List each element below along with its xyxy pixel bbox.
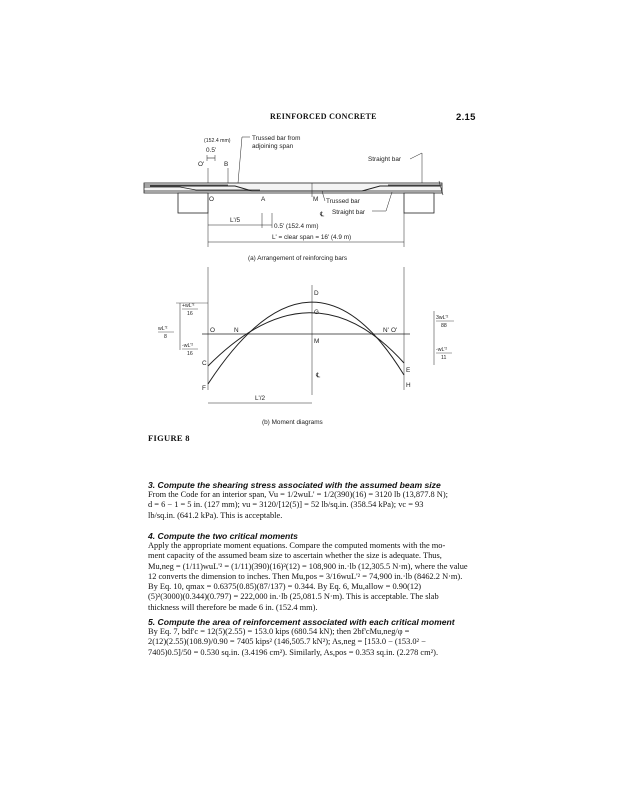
point-o-moment: O xyxy=(210,327,215,334)
point-n-prime: N' xyxy=(383,327,389,334)
point-m-moment: M xyxy=(314,338,320,345)
half-foot-dim-label: 0.5' (152.4 mm) xyxy=(274,223,319,230)
clear-span-label: L' = clear span = 16' (4.9 m) xyxy=(272,234,352,241)
point-o-prime-moment: O' xyxy=(391,327,398,334)
point-n: N xyxy=(234,327,239,334)
section-5-title: 5. Compute the area of reinforcement associated with each critical moment xyxy=(148,617,455,627)
section-4 xyxy=(148,531,468,613)
point-b: B xyxy=(224,161,229,168)
section-4-line-6: (5)²(3000)(0.344)(0.797) = 222,000 in.·lb (25,081.5 N·m). This is acceptable. The slab xyxy=(148,592,439,602)
right-neg-num: -wL'² xyxy=(436,347,448,353)
centerline-moment: ℄ xyxy=(316,372,321,379)
point-o: O xyxy=(209,196,214,203)
left-total-den: 8 xyxy=(164,334,167,340)
section-4-line-4: 12 converts the dimension to inches. Then Mu,pos = 3/16wuL'² = 74,900 in.·lb (8462.2 N·m). xyxy=(148,571,463,581)
section-3-title: 3. Compute the shearing stress associated with the assumed beam size xyxy=(148,480,441,490)
straight-bar-top-label: Straight bar xyxy=(368,156,402,163)
bar-arrangement-diagram xyxy=(144,135,443,262)
section-4-line-5: By Eq. 10, qmax = 0.6375(0.85)(87/137) = 0.344. By Eq. 6, Mu,allow = 0.90(12) xyxy=(148,582,422,592)
left-neg-num: -wL'² xyxy=(182,343,194,349)
section-5 xyxy=(148,617,468,658)
left-total-num: wL'² xyxy=(158,326,168,332)
section-5-line-2: 2(12)(2.55)(108.9)/0.90 = 7405 kips² (146,505.7 kN²); As,neg = [153.0 − (153.0² − xyxy=(148,637,426,647)
section-5-line-3: 7405)0.5]/50 = 0.530 sq.in. (3.4196 cm²). Similarly, As,pos = 0.353 sq.in. (2.278 cm²). xyxy=(148,647,439,657)
figure-8-drawing xyxy=(140,125,465,430)
section-4-title: 4. Compute the two critical moments xyxy=(148,531,298,541)
l-over-5-label: L'/5 xyxy=(230,217,241,224)
section-3 xyxy=(148,480,468,521)
section-3-line-3: lb/sq.in. (641.2 kPa). This is acceptable. xyxy=(148,510,283,520)
figure-label: FIGURE 8 xyxy=(148,433,190,443)
half-span-label: L'/2 xyxy=(255,395,266,402)
right-neg-den: 11 xyxy=(441,355,447,361)
caption-a: (a) Arrangement of reinforcing bars xyxy=(248,255,348,262)
point-m: M xyxy=(313,196,319,203)
section-4-line-7: thickness will therefore be made 6 in. (152.4 mm). xyxy=(148,602,318,612)
moment-diagram xyxy=(158,267,454,426)
point-o-prime: O' xyxy=(198,161,205,168)
page-number: 2.15 xyxy=(456,112,476,123)
straight-bar-bottom-label: Straight bar xyxy=(332,209,366,216)
left-pos-den: 16 xyxy=(187,311,193,317)
point-a: A xyxy=(261,196,266,203)
section-4-line-2: ment capacity of the assumed beam size to ascertain whether the size is adequate. Thus, xyxy=(148,551,442,561)
dim-ft-label: 0.5' xyxy=(206,147,217,154)
dim-mm-label: (152.4 mm) xyxy=(204,138,231,144)
section-5-line-1: By Eq. 7, bdf'c = 12(5)(2.55) = 153.0 kips (680.54 kN); then 2bf'cMu,neg/φ = xyxy=(148,627,410,636)
right-pos-den: 88 xyxy=(441,323,447,329)
point-c: C xyxy=(202,360,207,367)
point-g: G xyxy=(314,309,319,316)
centerline-top: ℄ xyxy=(320,211,325,218)
section-4-line-3: Mu,neg = (1/11)wuL'² = (1/11)(390)(16)²(12) = 108,900 in.·lb (12,305.5 N·m), where the value xyxy=(148,561,468,571)
trussed-from-label-1: Trussed bar from xyxy=(252,135,301,142)
section-3-line-1: From the Code for an interior span, Vu = 1/2wuL' = 1/2(390)(16) = 3120 lb (13,877.8 N); xyxy=(148,490,448,499)
caption-b: (b) Moment diagrams xyxy=(262,419,323,426)
point-h: H xyxy=(406,382,411,389)
trussed-from-label-2: adjoining span xyxy=(252,143,294,150)
trussed-bar-label: Trussed bar xyxy=(326,198,360,205)
point-e: E xyxy=(406,367,411,374)
section-4-line-1: Apply the appropriate moment equations. Compare the computed moments with the mo- xyxy=(148,541,446,550)
point-d: D xyxy=(314,290,319,297)
left-pos-num: +wL'² xyxy=(182,303,195,309)
right-pos-num: 3wL'² xyxy=(436,315,449,321)
left-neg-den: 16 xyxy=(187,351,193,357)
section-3-line-2: d = 6 − 1 = 5 in. (127 mm); vu = 3120/[12(5)] = 52 lb/sq.in. (358.54 kPa); vc = 93 xyxy=(148,500,424,510)
point-f: F xyxy=(202,385,206,392)
running-header-title: REINFORCED CONCRETE xyxy=(270,112,377,121)
